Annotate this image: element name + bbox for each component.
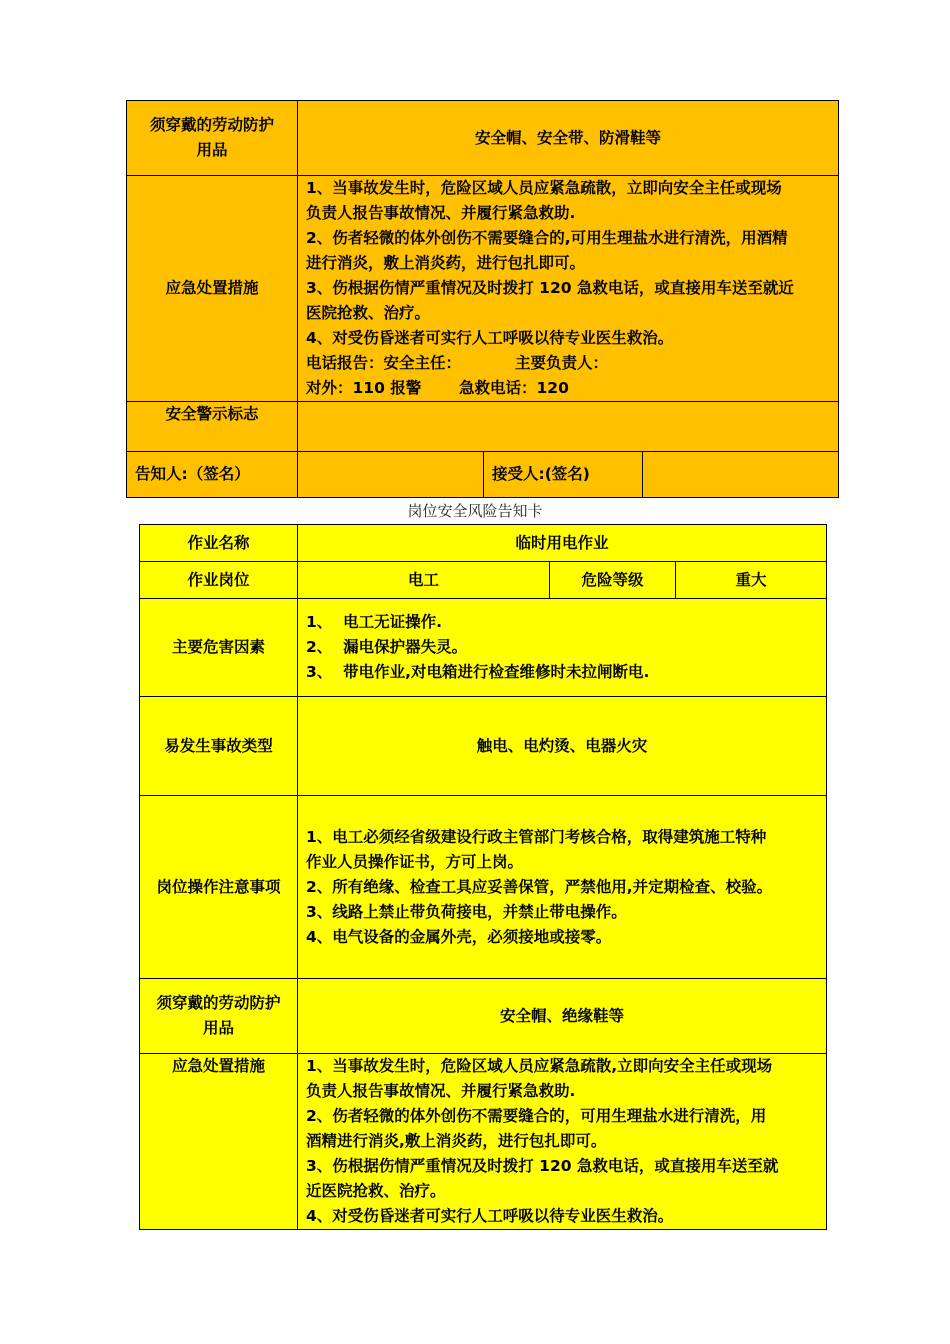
emergency-line: 2、伤者轻微的体外创伤不需要缝合的,可用生理盐水进行清洗，用酒精 (306, 229, 788, 247)
emergency-row (127, 176, 839, 402)
emergency-content (298, 176, 839, 402)
emergency-line: 4、对受伤昏迷者可实行人工呼吸以待专业医生救治。 (306, 1207, 674, 1225)
hazards-label: 主要危害因素 (140, 599, 298, 697)
ppe-label-line-2: 用品 (202, 1019, 234, 1037)
hazard-item: 3、 带电作业,对电箱进行检查维修时未拉闸断电. (306, 663, 650, 681)
emergency-line: 负责人报告事故情况、并履行紧急救助. (306, 204, 576, 222)
operation-notes-row (140, 796, 827, 979)
note-line: 1、电工必须经省级建设行政主管部门考核合格，取得建筑施工特种 (306, 827, 767, 846)
receiver-signature (643, 452, 839, 498)
job-post-row (140, 562, 827, 599)
emergency-line: 酒精进行消炎,敷上消炎药，进行包扎即可。 (306, 1132, 607, 1150)
risk-card-2 (139, 524, 827, 1230)
emergency-line: 医院抢救、治疗。 (306, 304, 431, 322)
accident-type-row (140, 697, 827, 796)
note-line: 4、电气设备的金属外壳，必须接地或接零。 (306, 927, 612, 946)
job-name-row (140, 525, 827, 562)
risk-level-value: 重大 (676, 562, 827, 599)
warning-sign-row (127, 402, 839, 452)
job-post-label: 作业岗位 (140, 562, 298, 599)
emergency-line: 负责人报告事故情况、并履行紧急救助. (306, 1082, 576, 1100)
emergency-row (140, 1054, 827, 1230)
signature-row (127, 452, 839, 498)
emergency-label: 应急处置措施 (127, 176, 298, 402)
ppe-value: 安全帽、安全带、防滑鞋等 (298, 101, 839, 176)
risk-level-label: 危险等级 (550, 562, 676, 599)
emergency-line: 4、对受伤昏迷者可实行人工呼吸以待专业医生救治。 (306, 329, 674, 347)
ppe-row (140, 979, 827, 1054)
emergency-line: 1、当事故发生时，危险区域人员应紧急疏散，立即向安全主任或现场 (306, 179, 782, 197)
ppe-label-line-2: 用品 (196, 141, 228, 159)
ppe-label (140, 979, 298, 1054)
emergency-content (298, 1054, 827, 1230)
emergency-line: 2、伤者轻微的体外创伤不需要缝合的，可用生理盐水进行清洗，用 (306, 1107, 767, 1125)
job-post-value: 电工 (298, 562, 550, 599)
operation-notes-content (298, 796, 827, 979)
emergency-label: 应急处置措施 (140, 1054, 298, 1230)
notifier-label: 告知人:（签名） (127, 452, 298, 498)
note-line: 作业人员操作证书，方可上岗。 (306, 852, 524, 871)
emergency-line: 近医院抢救、治疗。 (306, 1182, 446, 1200)
emergency-line: 3、伤根据伤情严重情况及时拨打 120 急救电话，或直接用车送至就 (306, 1157, 779, 1175)
job-name-value: 临时用电作业 (298, 525, 827, 562)
external-phone-line: 对外：110 报警 急救电话：120 (306, 379, 569, 397)
receiver-label: 接受人:(签名) (484, 452, 643, 498)
emergency-line: 1、当事故发生时，危险区域人员应紧急疏散,立即向安全主任或现场 (306, 1057, 773, 1075)
accident-type-label: 易发生事故类型 (140, 697, 298, 796)
hazard-item: 1、 电工无证操作. (306, 613, 442, 631)
ppe-row (127, 101, 839, 176)
note-line: 3、线路上禁止带负荷接电，并禁止带电操作。 (306, 902, 627, 921)
accident-type-value: 触电、电灼烫、电器火灾 (298, 697, 827, 796)
operation-notes-label: 岗位操作注意事项 (140, 796, 298, 979)
hazards-row (140, 599, 827, 697)
phone-report-line: 电话报告：安全主任： 主要负责人： (306, 354, 608, 372)
hazards-content (298, 599, 827, 697)
emergency-line: 3、伤根据伤情严重情况及时拨打 120 急救电话，或直接用车送至就近 (306, 279, 794, 297)
warning-sign-value (298, 402, 839, 452)
warning-sign-label: 安全警示标志 (127, 402, 298, 452)
ppe-label-line-1: 须穿戴的劳动防护 (149, 116, 274, 134)
ppe-value: 安全帽、绝缘鞋等 (298, 979, 827, 1054)
ppe-label (127, 101, 298, 176)
note-line: 2、所有绝缘、检查工具应妥善保管，严禁他用,并定期检查、校验。 (306, 877, 773, 896)
job-name-label: 作业名称 (140, 525, 298, 562)
card-title: 岗位安全风险告知卡 (407, 502, 543, 520)
risk-card-1 (126, 100, 839, 498)
hazard-item: 2、 漏电保护器失灵。 (306, 638, 468, 656)
emergency-line: 进行消炎，敷上消炎药，进行包扎即可。 (306, 254, 586, 272)
ppe-label-line-1: 须穿戴的劳动防护 (156, 994, 281, 1012)
notifier-signature (298, 452, 484, 498)
